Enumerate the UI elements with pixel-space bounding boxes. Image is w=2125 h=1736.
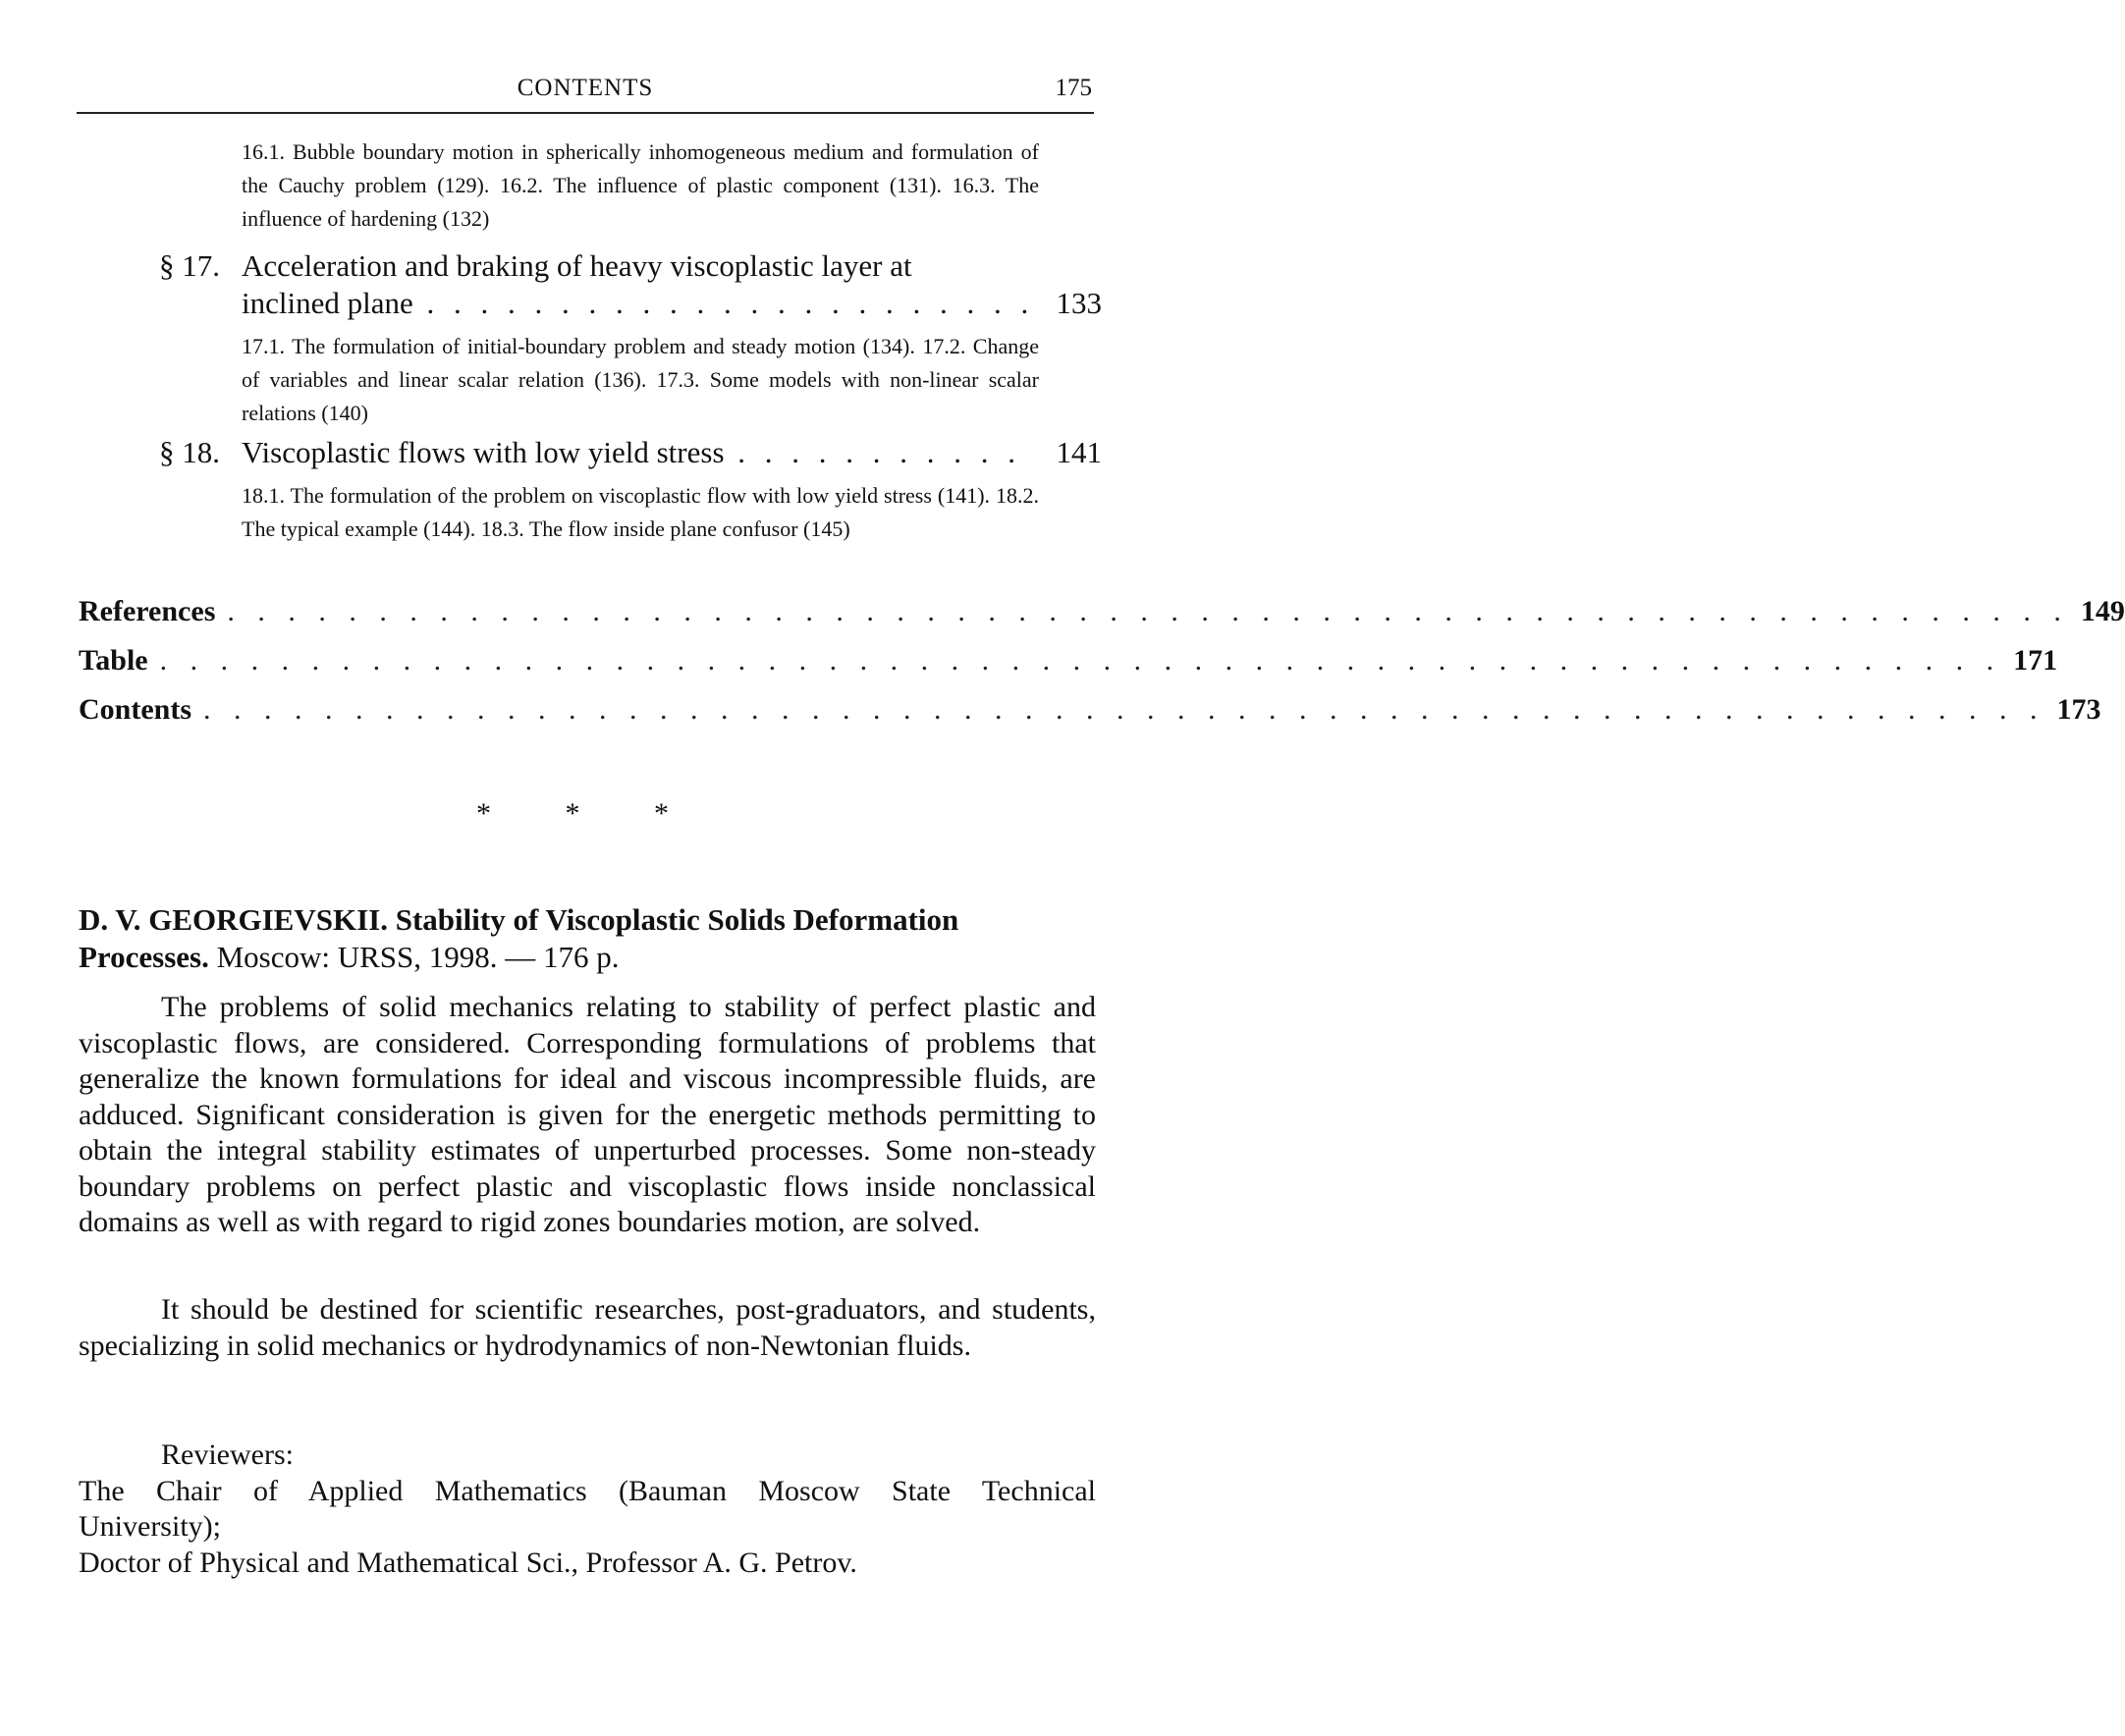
section-title-line1: Acceleration and braking of heavy viscoplastic layer at: [242, 248, 912, 283]
reviewer-1-line-2: University);: [79, 1510, 221, 1543]
toc-subentries-18: 18.1. The formulation of the problem on viscoplastic flow with low yield stress (141). 18.2. The typical example (144). 18.3. The flow inside plane confusor (145): [242, 483, 1039, 541]
dot-leader: . . . . . . . . . . .: [724, 435, 1022, 469]
author-and-title: D. V. GEORGIEVSKII. Stability of Viscoplastic Solids Deformation Processes.: [79, 902, 959, 974]
section-page: 141: [1056, 435, 1102, 469]
page-number: 175: [1055, 75, 1092, 101]
section-title: [242, 247, 1053, 322]
toc-entry-label: Contents: [79, 693, 192, 726]
dot-leader: . . . . . . . . . . . . . . . . . . . . . . . . . . . . . . . . . . . . . . . . . . . . . . . . . . . . . . . . . . . . .: [227, 595, 2069, 627]
reviewers-label: Reviewers:: [161, 1438, 294, 1471]
toc-entry-label: References: [79, 595, 216, 627]
abstract-heading: [79, 901, 1096, 976]
section-page: 133: [1056, 286, 1102, 320]
toc-subentries-17: 17.1. The formulation of initial-boundary problem and steady motion (134). 17.2. Change of variables and linear scalar relation (136). 17.3. Some models with non-linear scalar relations (140): [242, 334, 1039, 425]
reviewer-2: Doctor of Physical and Mathematical Sci., Professor A. G. Petrov.: [79, 1546, 857, 1579]
toc-entry-page: 173: [2056, 693, 2101, 726]
toc-entry-page: 149: [2080, 595, 2125, 627]
section-number: § 18.: [159, 435, 220, 469]
abstract-paragraph-2: It should be destined for scientific researches, post-graduators, and students, specializing in solid mechanics or hydrodynamics of non-Newtonian fluids.: [79, 1293, 1096, 1362]
dot-leader: . . . . . . . . . . . . . . . . . . . . . . . . . . . . . . . . . . . . . . . . . . . . . . . . . . . . . . . . . . . . .: [203, 693, 2045, 726]
running-header: [79, 75, 1092, 106]
toc-entry-table: [79, 644, 2058, 683]
toc-entry-contents: [79, 693, 2101, 732]
dot-leader: . . . . . . . . . . . . . . . . . . . . . . . . . . . . . . . . . . . . . . . . . . . . . . . . . . . . . . . . . . . . .: [159, 644, 2002, 677]
toc-section-18: [159, 434, 1102, 473]
toc-section-17: [159, 247, 1102, 326]
publication-info: Moscow: URSS, 1998. — 176 p.: [216, 940, 620, 974]
toc-entry-references: [79, 595, 2125, 634]
section-title: [242, 434, 1053, 471]
header-rule: [77, 112, 1094, 114]
dot-leader: . . . . . . . . . . . . . . . . . . . . . . .: [412, 286, 1035, 320]
abstract-paragraph-1: The problems of solid mechanics relating to stability of perfect plastic and viscoplastic flows, are considered. Corresponding formulations of problems that generalize the known formulations for ideal and viscous incompressible fluids, are adduced. Significant consideration is given for the energetic methods permitting to obtain the integral stability estimates of unperturbed processes. Some non-steady boundary problems on perfect plastic and viscoplastic flows inside nonclassical domains as well as with regard to rigid zones boundaries motion, are solved.: [79, 991, 1096, 1238]
running-title: CONTENTS: [517, 75, 654, 101]
section-title-line1: Viscoplastic flows with low yield stress: [242, 435, 725, 469]
section-number: § 17.: [159, 248, 220, 283]
section-separator: * * *: [476, 797, 702, 830]
toc-subentries-16: 16.1. Bubble boundary motion in spherically inhomogeneous medium and formulation of the Cauchy problem (129). 16.2. The influence of plastic component (131). 16.3. The influence of hardening (132): [242, 139, 1039, 231]
section-title-line2: inclined plane: [242, 286, 413, 320]
toc-entry-label: Table: [79, 644, 148, 677]
toc-entry-page: 171: [2013, 644, 2058, 677]
reviewers-block: [79, 1438, 1096, 1581]
reviewer-1-line-1: The Chair of Applied Mathematics (Bauman Moscow State Technical: [79, 1474, 1096, 1507]
